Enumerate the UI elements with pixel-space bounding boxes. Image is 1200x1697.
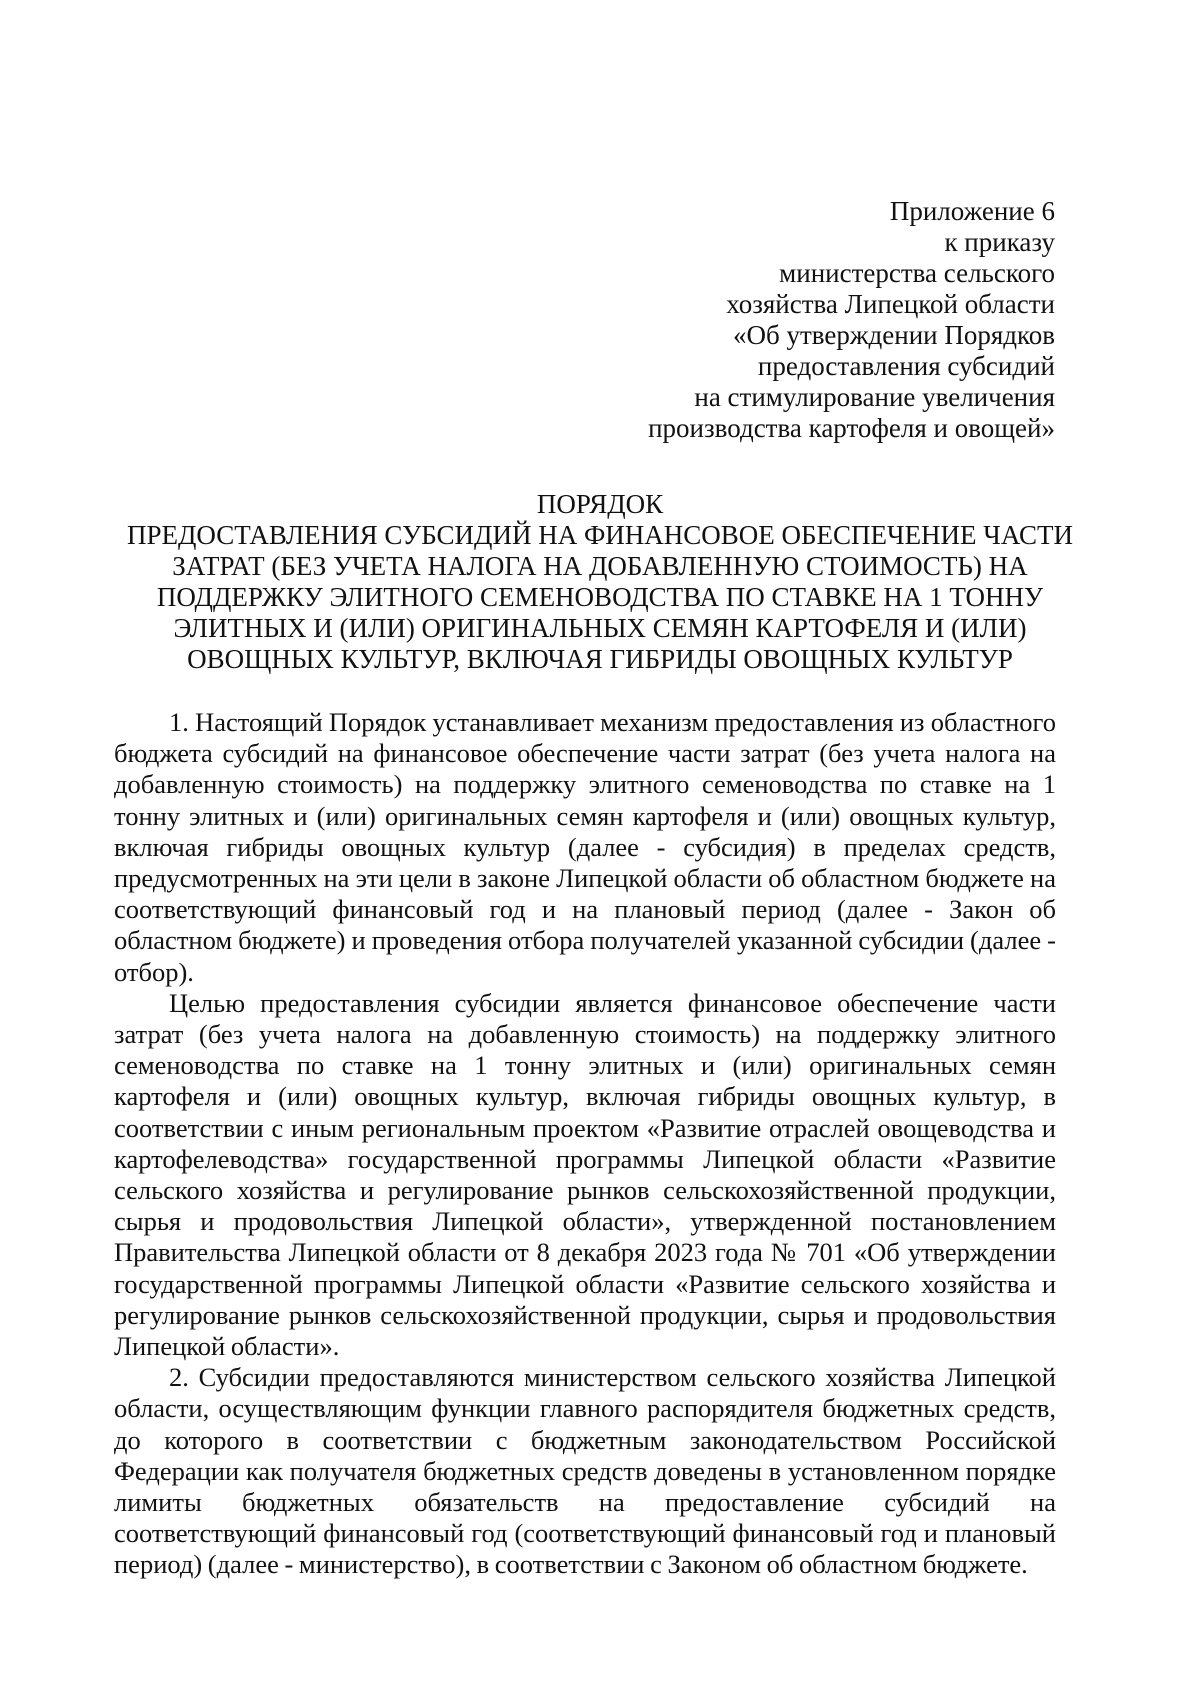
appendix-line: Приложение 6 bbox=[889, 196, 1055, 226]
paragraph-1: 1. Настоящий Порядок устанавливает механизм предоставления из областного бюджета субсидий на финансовое обеспечение части затрат (без учета налога на добавленную стоимость) на поддержку элитного семеноводства по ставке на 1 тонну элитных и (или) оригинальных семян картофеля и (или) овощных культур, включая гибриды овощных культур (далее - субсидия) в пределах средств, предусмотренных на эти цели в законе Липецкой области об областном бюджете на соответствующий финансовый год и на плановый период (далее - Закон об областном бюджете) и проведения отбора получателей указанной субсидии (далее - отбор). bbox=[114, 707, 1056, 987]
title-line: ОВОЩНЫХ КУЛЬТУР, ВКЛЮЧАЯ ГИБРИДЫ ОВОЩНЫХ КУЛЬТУР bbox=[187, 644, 1013, 674]
appendix-header bbox=[535, 196, 1055, 444]
appendix-line: предоставления субсидий bbox=[757, 351, 1055, 381]
title-line: ЭЛИТНЫХ И (ИЛИ) ОРИГИНАЛЬНЫХ СЕМЯН КАРТОФЕЛЯ И (ИЛИ) bbox=[173, 613, 1027, 643]
title-heading: ПОРЯДОК bbox=[536, 489, 664, 519]
title-line: ЗАТРАТ (БЕЗ УЧЕТА НАЛОГА НА ДОБАВЛЕННУЮ СТОИМОСТЬ) НА bbox=[172, 551, 1028, 581]
paragraph-purpose: Целью предоставления субсидии является финансовое обеспечение части затрат (без учета налога на добавленную стоимость) на поддержку элитного семеноводства по ставке на 1 тонну элитных и (или) оригинальных семян картофеля и (или) овощных культур, включая гибриды овощных культур, в соответствии с иным региональным проектом «Развитие отраслей овощеводства и картофелеводства» государственной программы Липецкой области «Развитие сельского хозяйства и регулирование рынков сельскохозяйственной продукции, сырья и продовольствия Липецкой области», утвержденной постановлением Правительства Липецкой области от 8 декабря 2023 года № 701 «Об утверждении государственной программы Липецкой области «Развитие сельского хозяйства и регулирование рынков сельскохозяйственной продукции, сырья и продовольствия Липецкой области». bbox=[114, 987, 1056, 1362]
appendix-line: хозяйства Липецкой области bbox=[726, 289, 1055, 319]
title-line: ПОДДЕРЖКУ ЭЛИТНОГО СЕМЕНОВОДСТВА ПО СТАВКЕ НА 1 ТОННУ bbox=[156, 582, 1044, 612]
document-title bbox=[110, 489, 1090, 675]
title-line: ПРЕДОСТАВЛЕНИЯ СУБСИДИЙ НА ФИНАНСОВОЕ ОБЕСПЕЧЕНИЕ ЧАСТИ bbox=[126, 520, 1073, 550]
appendix-line: министерства сельского bbox=[779, 258, 1055, 288]
appendix-line: к приказу bbox=[944, 227, 1055, 257]
appendix-line: «Об утверждении Порядков bbox=[733, 320, 1055, 350]
appendix-line: производства картофеля и овощей» bbox=[648, 413, 1055, 443]
document-body bbox=[114, 707, 1056, 1581]
paragraph-2: 2. Субсидии предоставляются министерством сельского хозяйства Липецкой области, осуществляющим функции главного распорядителя бюджетных средств, до которого в соответствии с бюджетным законодательством Российской Федерации как получателя бюджетных средств доведены в установленном порядке лимиты бюджетных обязательств на предоставление субсидий на соответствующий финансовый год (соответствующий финансовый год и плановый период) (далее - министерство), в соответствии с Законом об областном бюджете. bbox=[114, 1362, 1056, 1580]
appendix-line: на стимулирование увеличения bbox=[694, 382, 1055, 412]
